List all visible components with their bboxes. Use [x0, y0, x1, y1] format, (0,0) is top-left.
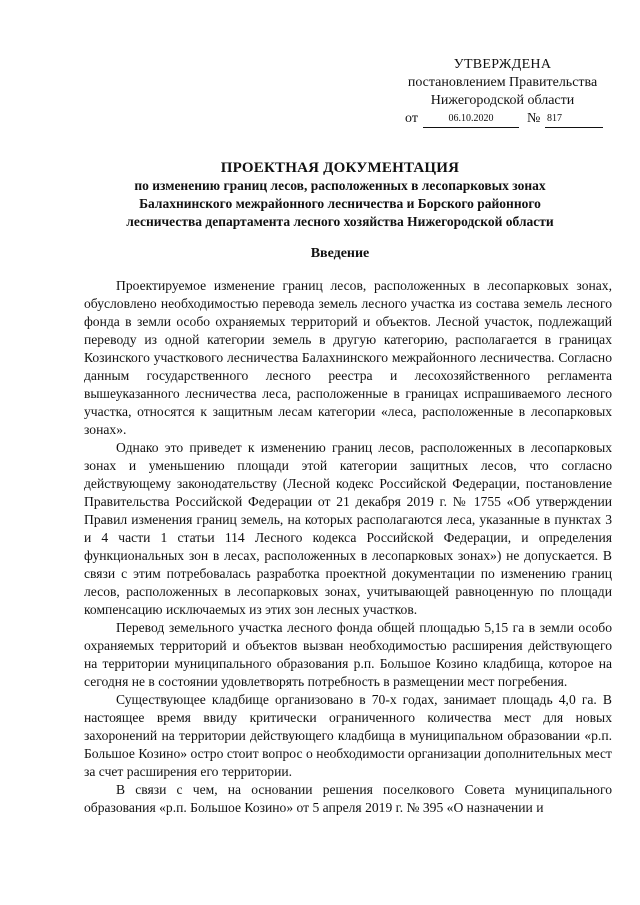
section-heading: Введение	[310, 246, 370, 261]
document-body	[84, 277, 612, 817]
approval-title: УТВЕРЖДЕНА	[453, 57, 552, 72]
approval-number-label: №	[527, 111, 541, 126]
document-title-line-1: по изменению границ лесов, расположенных в лесопарковых зонах	[134, 178, 546, 193]
approval-ot-label: от	[405, 111, 418, 126]
paragraph: Проектируемое изменение границ лесов, расположенных в лесопарковых зонах, обусловлено необходимостью перевода земель лесного участка из состава земель лесного фонда в земли особо охраняемых территорий и объектов. Лесной участок, подлежащий переводу из одной категории земель в другую категорию, располагается в границах Козинского участкового лесничества Балахнинского межрайонного лесничества. Согласно данным государственного лесного реестра и лесохозяйственного регламента вышеуказанного лесничества леса, расположенные в границах испрашиваемого лесного участка, относятся к защитным лесам категории «леса, расположенные в лесопарковых зонах».	[84, 278, 612, 437]
paragraph: Существующее кладбище организовано в 70-х годах, занимает площадь 4,0 га. В настоящее время ввиду критически ограниченного количества мест для новых захоронений на территории действующего кладбища в муниципальном образовании «р.п. Большое Козино» остро стоит вопрос о необходимости организации дополнительных мест за счет расширения его территории.	[84, 692, 612, 779]
approval-line-1: постановлением Правительства	[407, 75, 598, 90]
approval-date: 06.10.2020	[423, 110, 519, 128]
document-title	[80, 159, 600, 231]
approval-line-2: Нижегородской области	[430, 93, 575, 108]
approval-date-row	[395, 110, 610, 128]
paragraph: Однако это приведет к изменению границ лесов, расположенных в лесопарковых зонах и уменьшению площади этой категории защитных лесов, что согласно действующему законодательству (Лесной кодекс Российской Федерации, постановление Правительства Российской Федерации от 21 декабря 2019 г. № 1755 «Об утверждении Правил изменения границ земель, на которых располагаются леса, указанные в пунктах 3 и 4 части 1 статьи 114 Лесного кодекса Российской Федерации, и определения функциональных зон в лесах, расположенных в лесопарковых зонах») не допускается. В связи с этим потребовалась разработка проектной документации по изменению границ лесов, расположенных в лесопарковых зонах, учитывающей равноценную по площади компенсацию исключаемых из этих зон лесных участков.	[84, 440, 612, 617]
paragraph: В связи с чем, на основании решения поселкового Совета муниципального образования «р.п. Большое Козино» от 5 апреля 2019 г. № 395 «О назначении и	[84, 782, 612, 815]
approval-number: 817	[545, 110, 603, 128]
paragraph: Перевод земельного участка лесного фонда общей площадью 5,15 га в земли особо охраняемых территорий и объектов вызван необходимостью расширения действующего на территории муниципального образования р.п. Большое Козино кладбища, которое на сегодня не в состоянии удовлетворять потребность в размещении мест погребения.	[84, 620, 612, 689]
document-title-line-2: Балахнинского межрайонного лесничества и Борского районного	[139, 196, 541, 211]
approval-stamp	[395, 56, 610, 128]
document-title-line-3: лесничества департамента лесного хозяйства Нижегородской области	[126, 214, 554, 229]
document-title-main: ПРОЕКТНАЯ ДОКУМЕНТАЦИЯ	[220, 160, 460, 176]
